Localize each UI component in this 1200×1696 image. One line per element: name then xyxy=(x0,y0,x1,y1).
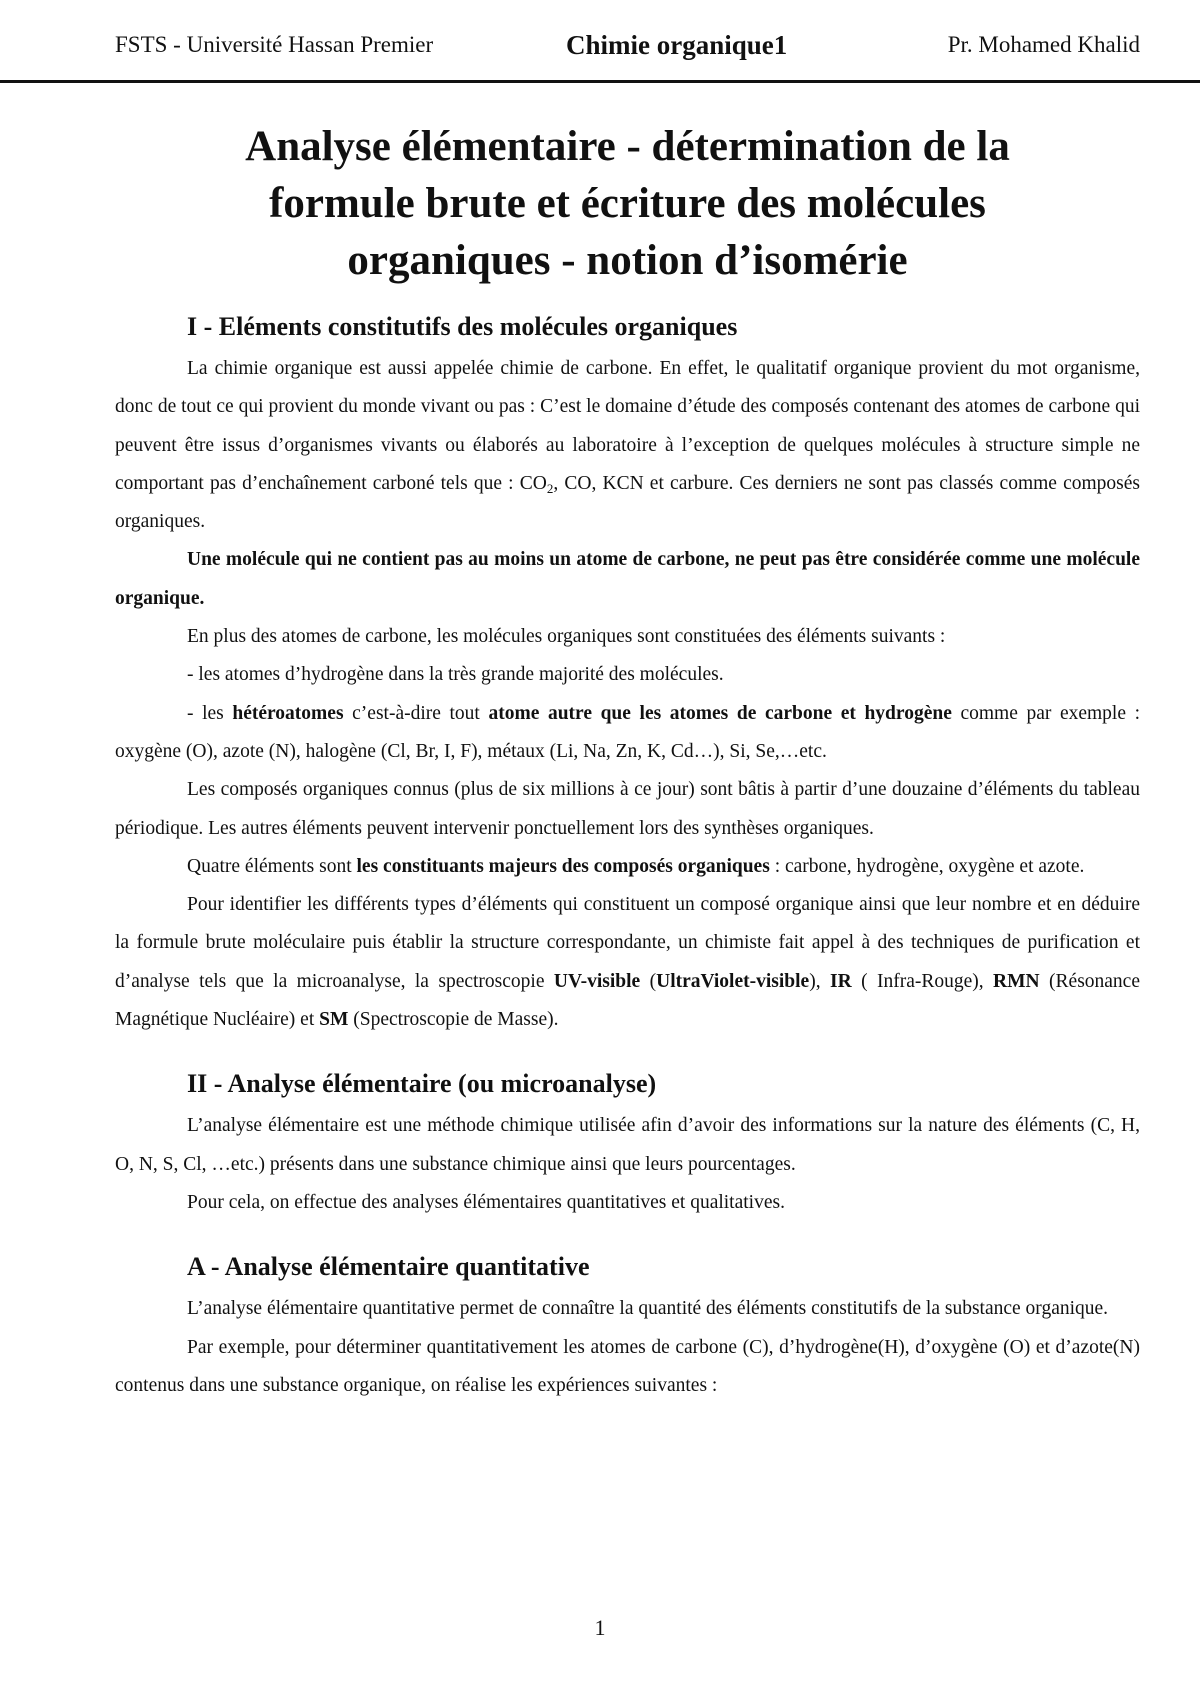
page-number: 1 xyxy=(594,1615,606,1640)
section-a-paragraph-1: L’analyse élémentaire quantitative permet de connaître la quantité des éléments constitutifs de la substance organique. xyxy=(187,1298,1109,1320)
text-run: ( Infra-Rouge), xyxy=(851,970,994,992)
bold-term-heteroatomes: hétéroatomes xyxy=(232,702,344,724)
header-course-title: Chimie organique1 xyxy=(566,30,788,60)
header-author: Pr. Mohamed Khalid xyxy=(947,32,1140,57)
document-body xyxy=(115,304,1140,1405)
section-1-paragraph-2-bold xyxy=(115,541,1140,618)
section-a-paragraph-2: Par exemple, pour déterminer quantitativement les atomes de carbone (C), d’hydrogène(H), d’oxygène (O) et d’azote(N) contenus dans une substance organique, on réalise les expériences suivantes : xyxy=(115,1336,1140,1396)
paragraph-text: La chimie organique est aussi appelée chimie de carbone. En effet, le qualitatif organique provient du mot organisme, donc de tout ce qui provient du monde vivant ou pas : C’est le domaine d’étude des composés contenant des atomes de carbone qui peuvent être issus d’organismes vivants ou élaborés au laboratoire à l’exception de quelques molécules à structure simple ne comportant pas d’enchaînement carboné tels que : CO xyxy=(115,358,1140,494)
text-run: Pour identifier les différents types d’éléments qui constituent un composé organique ainsi que leur nombre et en déduire la formule brute moléculaire puis établir la structure correspondante, un chimiste fait appel à des techniques de purification et d’analyse tels que la microanalyse, la spectroscopie xyxy=(115,894,1140,992)
bold-ir: IR xyxy=(829,970,852,992)
section-a-heading: A - Analyse élémentaire quantitative xyxy=(187,1252,590,1282)
section-2-paragraph-2: Pour cela, on effectue des analyses élémentaires quantitatives et qualitatives. xyxy=(187,1191,785,1213)
bold-uv-visible: UV-visible xyxy=(553,970,641,992)
text-run: c’est-à-dire tout xyxy=(343,702,489,724)
text-run: : carbone, hydrogène, oxygène et azote. xyxy=(769,855,1085,877)
section-1-paragraph-8 xyxy=(115,886,1140,1039)
header-institution: FSTS - Université Hassan Premier xyxy=(115,32,434,57)
text-run: ), xyxy=(809,970,830,992)
section-1-list-item-hydrogen: - les atomes d’hydrogène dans la très grande majorité des molécules. xyxy=(187,664,724,686)
bold-major-constituents: les constituants majeurs des composés organiques xyxy=(356,855,770,877)
title-line-1: Analyse élémentaire - détermination de la xyxy=(245,123,1010,170)
section-1-paragraph-3: En plus des atomes de carbone, les molécules organiques sont constituées des éléments suivants : xyxy=(187,626,946,648)
section-2-paragraph-1: L’analyse élémentaire est une méthode chimique utilisée afin d’avoir des informations sur la nature des éléments (C, H, O, N, S, Cl, …etc.) présents dans une substance chimique ainsi que leurs pourcentages. xyxy=(115,1115,1140,1175)
title-line-2: formule brute et écriture des molécules xyxy=(269,180,986,227)
bold-sm: SM xyxy=(319,1009,349,1031)
document-title xyxy=(115,118,1140,289)
spacer xyxy=(115,1039,1140,1061)
bold-ultraviolet-visible: UltraViolet-visible xyxy=(656,970,810,992)
bold-definition: atome autre que les atomes de carbone et hydrogène xyxy=(488,702,952,724)
text-run: (Spectroscopie de Masse). xyxy=(348,1009,559,1031)
title-line-3: organiques - notion d’isomérie xyxy=(347,237,908,284)
paragraph-text-tail: , CO, KCN et carbure. Ces derniers ne sont pas classés comme composés organiques. xyxy=(115,472,1140,533)
spacer xyxy=(115,1222,1140,1244)
section-1-paragraph-6: Les composés organiques connus (plus de six millions à ce jour) sont bâtis à partir d’une douzaine d’éléments du tableau périodique. Les autres éléments peuvent intervenir ponctuellement lors des synthèses organiques. xyxy=(115,779,1140,839)
page-header xyxy=(115,30,1140,64)
text-run: (Résonance Magnétique Nucléaire) et xyxy=(115,970,1140,1031)
text-run: - les xyxy=(187,702,233,724)
bold-statement: Une molécule qui ne contient pas au moins un atome de carbone, ne peut pas être considérée comme une molécule organique. xyxy=(115,549,1140,609)
bold-rmn: RMN xyxy=(993,970,1040,992)
text-run: Quatre éléments sont xyxy=(187,855,357,877)
section-1-paragraph-7 xyxy=(115,848,1140,886)
header-divider xyxy=(0,80,1200,83)
text-run: comme par exemple : oxygène (O), azote (N), halogène (Cl, Br, I, F), métaux (Li, Na, Zn, K, Cd…), Si, Se,…etc. xyxy=(115,702,1141,762)
section-1-paragraph-1 xyxy=(115,350,1140,541)
section-2-heading: II - Analyse élémentaire (ou microanalyse) xyxy=(187,1069,657,1099)
section-1-heading: I - Eléments constitutifs des molécules organiques xyxy=(187,312,738,341)
text-run: ( xyxy=(640,970,657,992)
subscript-2: 2 xyxy=(546,480,554,496)
section-1-list-item-heteroatoms xyxy=(115,695,1140,772)
